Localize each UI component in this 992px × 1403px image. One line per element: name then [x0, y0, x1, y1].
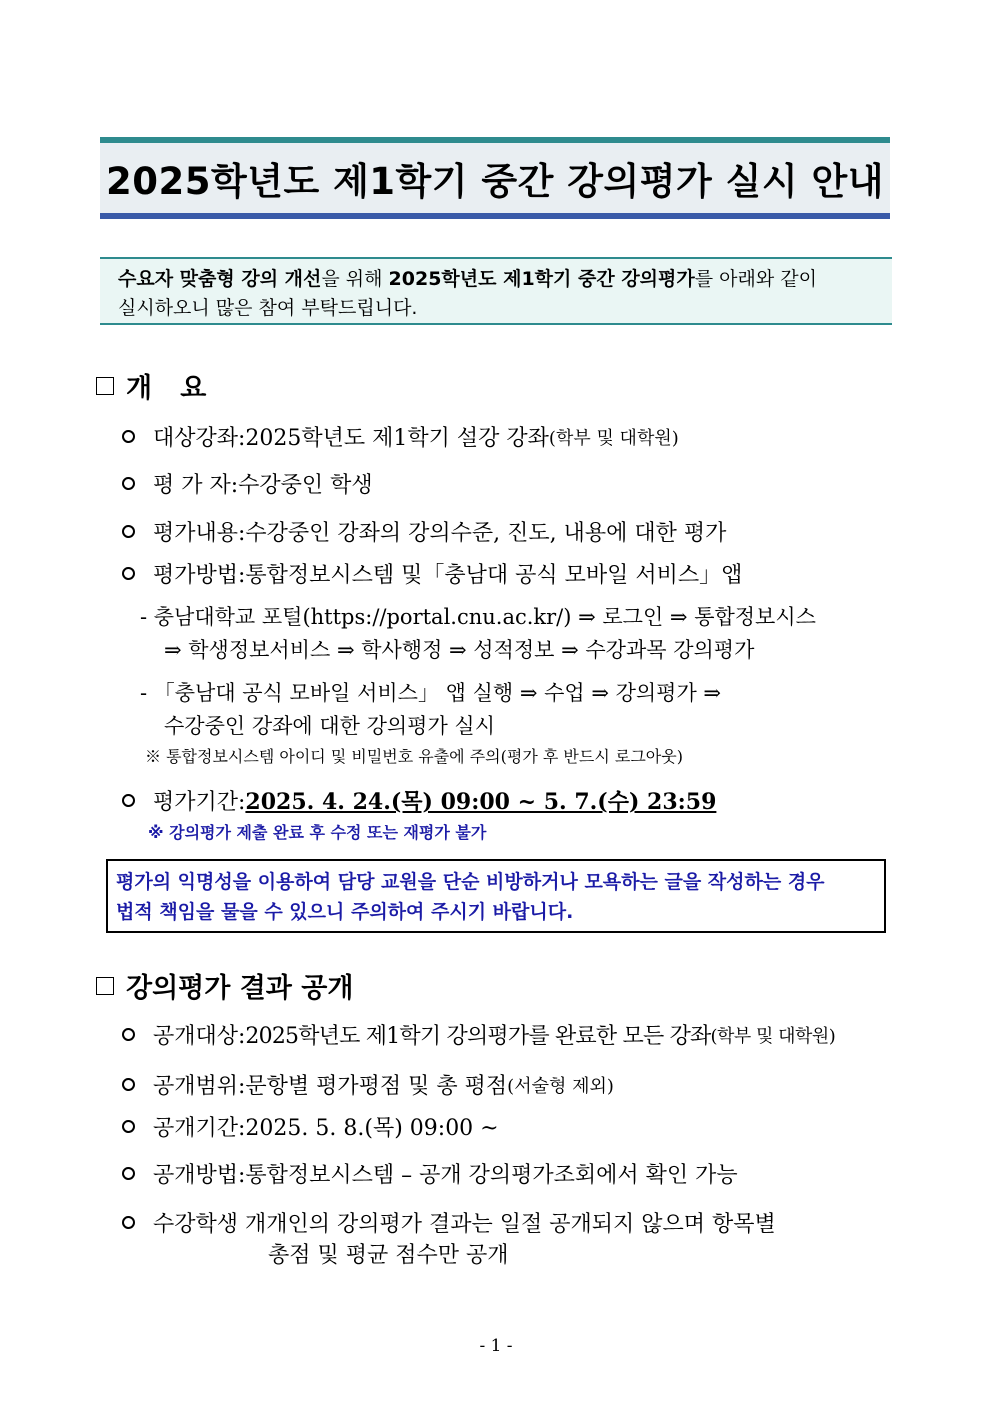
- results-scope-value: 문항별 평가평점 및 총 평점: [245, 1074, 508, 1099]
- portal-line-2: ⇒ 학생정보서비스 ⇒ 학사행정 ⇒ 성적정보 ⇒ 수강과목 강의평가: [164, 638, 755, 662]
- portal-line-1: [140, 601, 816, 631]
- content-item: [122, 516, 726, 547]
- target-item: [122, 421, 679, 452]
- portal-link[interactable]: https://portal.cnu.ac.kr/: [310, 605, 564, 629]
- intro-text-2: 를 아래와 같이: [694, 268, 817, 290]
- warning-line-2: 법적 책임을 물을 수 있으니 주의하여 주시기 바랍니다.: [116, 901, 574, 923]
- intro-bold-2: 2025학년도 제1학기 중간 강의평가: [388, 268, 695, 290]
- results-heading-text: 강의평가 결과 공개: [126, 973, 354, 1004]
- results-period-value: 2025. 5. 8.(목) 09:00 ~: [245, 1116, 499, 1141]
- intro-text-1: 을 위해: [321, 268, 389, 290]
- warning-line-1: 평가의 익명성을 이용하여 담당 교원을 단순 비방하거나 모욕하는 글을 작성하는 경우: [116, 871, 825, 893]
- target-label: 대상강좌:: [153, 426, 246, 451]
- app-line-1: - 「충남대 공식 모바일 서비스」 앱 실행 ⇒ 수업 ⇒ 강의평가 ⇒: [140, 681, 722, 705]
- period-note: ※ 강의평가 제출 완료 후 수정 또는 재평가 불가: [148, 823, 487, 842]
- circle-bullet-icon: [122, 1167, 135, 1180]
- circle-bullet-icon: [122, 567, 135, 580]
- results-target-label: 공개대상:: [153, 1024, 246, 1049]
- method-item: [122, 558, 742, 589]
- circle-bullet-icon: [122, 1028, 135, 1041]
- results-individual-item: [122, 1207, 776, 1238]
- evaluator-item: [122, 468, 373, 499]
- target-small: (학부 및 대학원): [548, 427, 679, 449]
- results-target-value: 2025학년도 제1학기 강의평가를 완료한 모든 강좌: [245, 1024, 711, 1049]
- circle-bullet-icon: [122, 1216, 135, 1229]
- period-label: 평가기간:: [153, 790, 246, 815]
- content-label: 평가내용:: [153, 521, 246, 546]
- portal-suffix: ) ⇒ 로그인 ⇒ 통합정보시스: [563, 605, 816, 629]
- results-period-label: 공개기간:: [153, 1116, 246, 1141]
- results-individual-line-1: 수강학생 개개인의 강의평가 결과는 일절 공개되지 않으며 항목별: [153, 1212, 776, 1237]
- method-value: 통합정보시스템 및「충남대 공식 모바일 서비스」앱: [245, 563, 743, 588]
- results-method-label: 공개방법:: [153, 1163, 246, 1188]
- intro-bold-1: 수요자 맞춤형 강의 개선: [118, 268, 322, 290]
- intro-line-1: [118, 265, 880, 294]
- intro-line-2: 실시하오니 많은 참여 부탁드립니다.: [118, 297, 418, 319]
- results-target-item: [122, 1019, 835, 1050]
- circle-bullet-icon: [122, 525, 135, 538]
- overview-heading: [96, 366, 206, 405]
- period-value: 2025. 4. 24.(목) 09:00 ~ 5. 7.(수) 23:59: [245, 789, 717, 815]
- results-target-small: (학부 및 대학원): [710, 1025, 836, 1047]
- period-item: [122, 785, 716, 816]
- circle-bullet-icon: [122, 1078, 135, 1091]
- security-note: ※ 통합정보시스템 아이디 및 비밀번호 유출에 주의(평가 후 반드시 로그아웃): [145, 747, 683, 766]
- results-scope-item: [122, 1069, 614, 1100]
- overview-heading-text: 개 요: [126, 373, 207, 404]
- portal-prefix: - 충남대학교 포털(: [140, 605, 311, 629]
- method-label: 평가방법:: [153, 563, 246, 588]
- evaluator-value: 수강중인 학생: [238, 473, 373, 498]
- circle-bullet-icon: [122, 430, 135, 443]
- evaluator-label: 평 가 자:: [153, 473, 239, 498]
- intro-box: [100, 257, 892, 325]
- results-individual-line-2: 총점 및 평균 점수만 공개: [268, 1243, 509, 1268]
- results-scope-label: 공개범위:: [153, 1074, 246, 1099]
- results-method-value: 통합정보시스템 – 공개 강의평가조회에서 확인 가능: [245, 1163, 738, 1188]
- results-method-item: [122, 1158, 738, 1189]
- results-period-item: [122, 1111, 499, 1142]
- circle-bullet-icon: [122, 794, 135, 807]
- warning-box: [106, 859, 886, 933]
- content-value: 수강중인 강좌의 강의수준, 진도, 내용에 대한 평가: [245, 521, 727, 546]
- circle-bullet-icon: [122, 1120, 135, 1133]
- results-scope-small: (서술형 제외): [507, 1075, 614, 1097]
- app-line-2: 수강중인 강좌에 대한 강의평가 실시: [164, 714, 495, 738]
- title-box: [100, 137, 890, 219]
- target-value: 2025학년도 제1학기 설강 강좌: [245, 426, 549, 451]
- circle-bullet-icon: [122, 477, 135, 490]
- page-number: - 1 -: [479, 1336, 513, 1356]
- page-title: 2025학년도 제1학기 중간 강의평가 실시 안내: [105, 160, 884, 203]
- results-heading: [96, 966, 353, 1005]
- checkbox-icon: [96, 977, 114, 995]
- checkbox-icon: [96, 377, 114, 395]
